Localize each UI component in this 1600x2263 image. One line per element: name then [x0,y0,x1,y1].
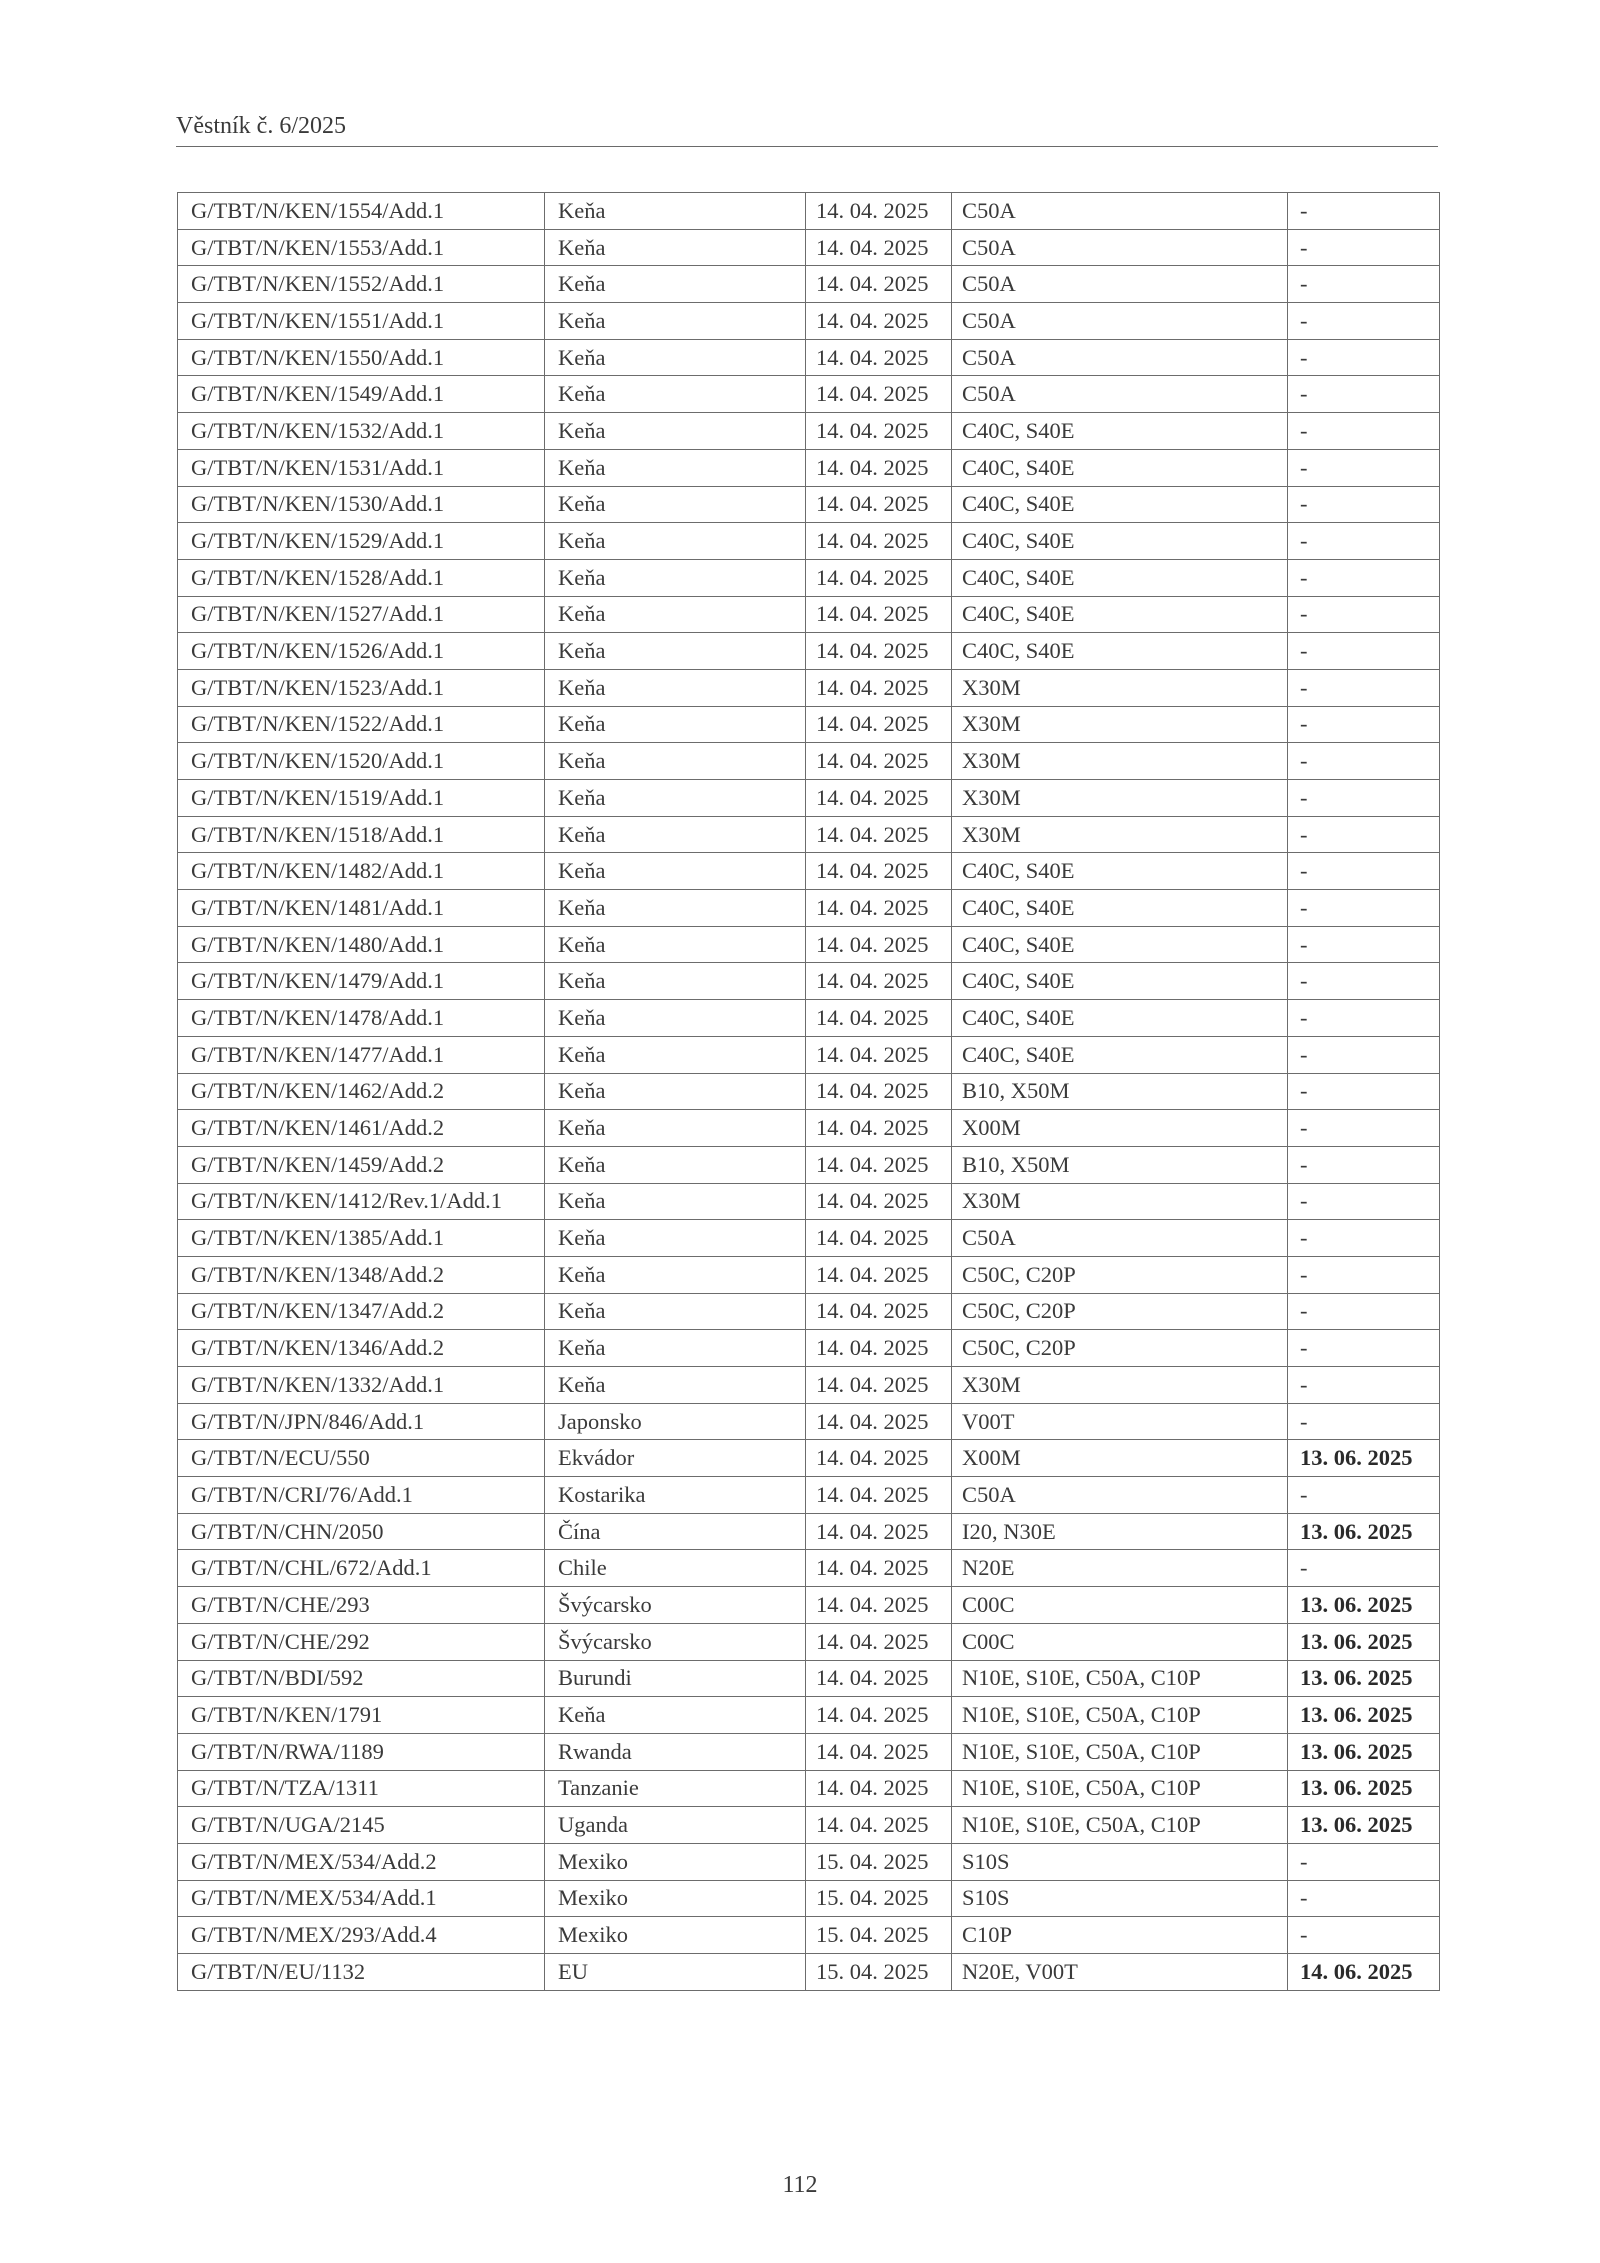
deadline-cell: - [1288,1036,1440,1073]
deadline-cell: - [1288,1477,1440,1514]
codes-cell: C40C, S40E [952,449,1288,486]
country-cell: Keňa [545,780,806,817]
table-row [178,780,1440,817]
notification-ref-cell: G/TBT/N/KEN/1549/Add.1 [178,376,545,413]
codes-cell: N10E, S10E, C50A, C10P [952,1733,1288,1770]
page-number: 112 [782,2172,818,2198]
deadline-cell: - [1288,449,1440,486]
country-cell: Keňa [545,926,806,963]
notification-ref-cell: G/TBT/N/KEN/1462/Add.2 [178,1073,545,1110]
notification-ref-cell: G/TBT/N/CHE/292 [178,1623,545,1660]
country-cell: Ekvádor [545,1440,806,1477]
table-row [178,1697,1440,1734]
country-cell: Keňa [545,669,806,706]
codes-cell: C40C, S40E [952,1036,1288,1073]
notification-ref-cell: G/TBT/N/KEN/1479/Add.1 [178,963,545,1000]
notification-ref-cell: G/TBT/N/KEN/1347/Add.2 [178,1293,545,1330]
date-cell: 15. 04. 2025 [806,1917,952,1954]
date-cell: 14. 04. 2025 [806,413,952,450]
country-cell: Mexiko [545,1880,806,1917]
deadline-cell: - [1288,523,1440,560]
notification-ref-cell: G/TBT/N/KEN/1348/Add.2 [178,1256,545,1293]
deadline-cell: - [1288,229,1440,266]
codes-cell: C00C [952,1587,1288,1624]
country-cell: Keňa [545,816,806,853]
codes-cell: C40C, S40E [952,926,1288,963]
date-cell: 14. 04. 2025 [806,193,952,230]
date-cell: 14. 04. 2025 [806,1733,952,1770]
notification-ref-cell: G/TBT/N/CRI/76/Add.1 [178,1477,545,1514]
table-row [178,1513,1440,1550]
notification-ref-cell: G/TBT/N/KEN/1528/Add.1 [178,559,545,596]
country-cell: Keňa [545,1220,806,1257]
notification-ref-cell: G/TBT/N/RWA/1189 [178,1733,545,1770]
notification-ref-cell: G/TBT/N/KEN/1522/Add.1 [178,706,545,743]
date-cell: 14. 04. 2025 [806,449,952,486]
date-cell: 15. 04. 2025 [806,1880,952,1917]
codes-cell: S10S [952,1843,1288,1880]
codes-cell: C50A [952,266,1288,303]
page-header [176,112,1438,147]
country-cell: Keňa [545,853,806,890]
country-cell: Švýcarsko [545,1587,806,1624]
codes-cell: C40C, S40E [952,413,1288,450]
date-cell: 15. 04. 2025 [806,1954,952,1991]
table-row [178,1146,1440,1183]
table-row [178,1477,1440,1514]
deadline-cell: 13. 06. 2025 [1288,1733,1440,1770]
table-row [178,1220,1440,1257]
country-cell: Keňa [545,1697,806,1734]
notification-ref-cell: G/TBT/N/TZA/1311 [178,1770,545,1807]
table-row [178,1440,1440,1477]
country-cell: Keňa [545,1000,806,1037]
notification-ref-cell: G/TBT/N/KEN/1412/Rev.1/Add.1 [178,1183,545,1220]
country-cell: Keňa [545,1183,806,1220]
notification-ref-cell: G/TBT/N/KEN/1523/Add.1 [178,669,545,706]
deadline-cell: - [1288,193,1440,230]
notification-ref-cell: G/TBT/N/UGA/2145 [178,1807,545,1844]
country-cell: Mexiko [545,1843,806,1880]
codes-cell: X00M [952,1110,1288,1147]
notification-ref-cell: G/TBT/N/KEN/1550/Add.1 [178,339,545,376]
table-row [178,1110,1440,1147]
table-body [178,193,1440,1991]
codes-cell: X30M [952,1183,1288,1220]
deadline-cell: - [1288,669,1440,706]
deadline-cell: - [1288,1146,1440,1183]
date-cell: 14. 04. 2025 [806,1403,952,1440]
notification-ref-cell: G/TBT/N/CHN/2050 [178,1513,545,1550]
country-cell: Keňa [545,559,806,596]
notification-ref-cell: G/TBT/N/CHE/293 [178,1587,545,1624]
date-cell: 14. 04. 2025 [806,339,952,376]
date-cell: 14. 04. 2025 [806,1697,952,1734]
date-cell: 14. 04. 2025 [806,963,952,1000]
table-row [178,339,1440,376]
notification-ref-cell: G/TBT/N/KEN/1481/Add.1 [178,890,545,927]
deadline-cell: - [1288,1403,1440,1440]
country-cell: Švýcarsko [545,1623,806,1660]
date-cell: 14. 04. 2025 [806,890,952,927]
codes-cell: V00T [952,1403,1288,1440]
table-row [178,743,1440,780]
table-row [178,1807,1440,1844]
deadline-cell: - [1288,963,1440,1000]
date-cell: 14. 04. 2025 [806,1587,952,1624]
notification-ref-cell: G/TBT/N/KEN/1477/Add.1 [178,1036,545,1073]
country-cell: Keňa [545,1073,806,1110]
table-row [178,926,1440,963]
notification-ref-cell: G/TBT/N/KEN/1385/Add.1 [178,1220,545,1257]
table-row [178,1073,1440,1110]
notification-ref-cell: G/TBT/N/KEN/1791 [178,1697,545,1734]
table-row [178,890,1440,927]
date-cell: 14. 04. 2025 [806,266,952,303]
notification-ref-cell: G/TBT/N/KEN/1332/Add.1 [178,1367,545,1404]
country-cell: Keňa [545,1146,806,1183]
table-row [178,963,1440,1000]
table-row [178,486,1440,523]
table-row [178,1036,1440,1073]
codes-cell: B10, X50M [952,1073,1288,1110]
date-cell: 14. 04. 2025 [806,376,952,413]
date-cell: 14. 04. 2025 [806,780,952,817]
notification-ref-cell: G/TBT/N/KEN/1527/Add.1 [178,596,545,633]
codes-cell: X30M [952,780,1288,817]
deadline-cell: - [1288,926,1440,963]
codes-cell: C50A [952,193,1288,230]
country-cell: EU [545,1954,806,1991]
date-cell: 14. 04. 2025 [806,1550,952,1587]
deadline-cell: - [1288,816,1440,853]
deadline-cell: 13. 06. 2025 [1288,1440,1440,1477]
country-cell: Uganda [545,1807,806,1844]
codes-cell: C40C, S40E [952,486,1288,523]
date-cell: 14. 04. 2025 [806,596,952,633]
country-cell: Keňa [545,413,806,450]
notification-ref-cell: G/TBT/N/KEN/1554/Add.1 [178,193,545,230]
deadline-cell: - [1288,1550,1440,1587]
deadline-cell: - [1288,853,1440,890]
codes-cell: C50C, C20P [952,1330,1288,1367]
table-row [178,413,1440,450]
notification-ref-cell: G/TBT/N/KEN/1519/Add.1 [178,780,545,817]
country-cell: Keňa [545,229,806,266]
table-row [178,449,1440,486]
notification-ref-cell: G/TBT/N/JPN/846/Add.1 [178,1403,545,1440]
table-row [178,1000,1440,1037]
country-cell: Keňa [545,633,806,670]
table-row [178,303,1440,340]
table-row [178,1660,1440,1697]
codes-cell: C00C [952,1623,1288,1660]
table-row [178,1183,1440,1220]
table-row [178,559,1440,596]
deadline-cell: - [1288,1110,1440,1147]
deadline-cell: - [1288,1256,1440,1293]
date-cell: 14. 04. 2025 [806,1770,952,1807]
country-cell: Keňa [545,486,806,523]
codes-cell: S10S [952,1880,1288,1917]
deadline-cell: - [1288,706,1440,743]
deadline-cell: - [1288,743,1440,780]
notification-ref-cell: G/TBT/N/KEN/1529/Add.1 [178,523,545,560]
codes-cell: B10, X50M [952,1146,1288,1183]
table-row [178,1623,1440,1660]
notification-ref-cell: G/TBT/N/MEX/534/Add.2 [178,1843,545,1880]
notification-ref-cell: G/TBT/N/MEX/534/Add.1 [178,1880,545,1917]
codes-cell: X30M [952,816,1288,853]
codes-cell: N10E, S10E, C50A, C10P [952,1660,1288,1697]
table-row [178,596,1440,633]
date-cell: 14. 04. 2025 [806,633,952,670]
date-cell: 14. 04. 2025 [806,1256,952,1293]
table-row [178,1550,1440,1587]
table-row [178,1954,1440,1991]
deadline-cell: - [1288,303,1440,340]
deadline-cell: - [1288,596,1440,633]
date-cell: 14. 04. 2025 [806,1293,952,1330]
country-cell: Keňa [545,743,806,780]
country-cell: Rwanda [545,1733,806,1770]
codes-cell: C50A [952,229,1288,266]
deadline-cell: - [1288,1330,1440,1367]
deadline-cell: - [1288,413,1440,450]
deadline-cell: - [1288,266,1440,303]
date-cell: 14. 04. 2025 [806,486,952,523]
codes-cell: C40C, S40E [952,523,1288,560]
date-cell: 14. 04. 2025 [806,706,952,743]
bulletin-title: Věstník č. 6/2025 [176,113,346,139]
country-cell: Keňa [545,596,806,633]
deadline-cell: - [1288,1367,1440,1404]
deadline-cell: - [1288,1293,1440,1330]
country-cell: Keňa [545,1110,806,1147]
table-row [178,376,1440,413]
codes-cell: N10E, S10E, C50A, C10P [952,1697,1288,1734]
notification-ref-cell: G/TBT/N/KEN/1530/Add.1 [178,486,545,523]
date-cell: 14. 04. 2025 [806,1330,952,1367]
deadline-cell: - [1288,339,1440,376]
date-cell: 14. 04. 2025 [806,816,952,853]
country-cell: Keňa [545,339,806,376]
date-cell: 14. 04. 2025 [806,853,952,890]
table-row [178,853,1440,890]
date-cell: 14. 04. 2025 [806,1146,952,1183]
table-row [178,1917,1440,1954]
deadline-cell: - [1288,1220,1440,1257]
notifications-table [177,192,1440,1991]
table-row [178,1293,1440,1330]
notification-ref-cell: G/TBT/N/KEN/1532/Add.1 [178,413,545,450]
country-cell: Keňa [545,1330,806,1367]
deadline-cell: - [1288,1843,1440,1880]
country-cell: Čína [545,1513,806,1550]
date-cell: 14. 04. 2025 [806,559,952,596]
date-cell: 14. 04. 2025 [806,1220,952,1257]
notification-ref-cell: G/TBT/N/MEX/293/Add.4 [178,1917,545,1954]
date-cell: 14. 04. 2025 [806,1807,952,1844]
date-cell: 14. 04. 2025 [806,1183,952,1220]
deadline-cell: - [1288,376,1440,413]
deadline-cell: - [1288,780,1440,817]
country-cell: Keňa [545,706,806,743]
codes-cell: C40C, S40E [952,559,1288,596]
country-cell: Keňa [545,1367,806,1404]
codes-cell: C50C, C20P [952,1293,1288,1330]
date-cell: 14. 04. 2025 [806,303,952,340]
notification-ref-cell: G/TBT/N/CHL/672/Add.1 [178,1550,545,1587]
country-cell: Tanzanie [545,1770,806,1807]
table-row [178,1256,1440,1293]
table-row [178,1843,1440,1880]
notification-ref-cell: G/TBT/N/KEN/1478/Add.1 [178,1000,545,1037]
codes-cell: I20, N30E [952,1513,1288,1550]
table-row [178,1330,1440,1367]
codes-cell: C50A [952,376,1288,413]
table-row [178,193,1440,230]
deadline-cell: - [1288,633,1440,670]
deadline-cell: 14. 06. 2025 [1288,1954,1440,1991]
table-row [178,523,1440,560]
country-cell: Keňa [545,449,806,486]
country-cell: Keňa [545,1256,806,1293]
codes-cell: C40C, S40E [952,890,1288,927]
country-cell: Keňa [545,963,806,1000]
codes-cell: C40C, S40E [952,963,1288,1000]
country-cell: Keňa [545,1036,806,1073]
codes-cell: C50A [952,339,1288,376]
codes-cell: X30M [952,743,1288,780]
date-cell: 14. 04. 2025 [806,1513,952,1550]
table-row [178,266,1440,303]
codes-cell: N20E, V00T [952,1954,1288,1991]
notification-ref-cell: G/TBT/N/BDI/592 [178,1660,545,1697]
notification-ref-cell: G/TBT/N/ECU/550 [178,1440,545,1477]
date-cell: 14. 04. 2025 [806,523,952,560]
codes-cell: C40C, S40E [952,1000,1288,1037]
date-cell: 14. 04. 2025 [806,1110,952,1147]
table-row [178,633,1440,670]
date-cell: 14. 04. 2025 [806,743,952,780]
deadline-cell: 13. 06. 2025 [1288,1770,1440,1807]
date-cell: 14. 04. 2025 [806,1477,952,1514]
date-cell: 14. 04. 2025 [806,926,952,963]
notification-ref-cell: G/TBT/N/KEN/1461/Add.2 [178,1110,545,1147]
country-cell: Keňa [545,266,806,303]
codes-cell: X30M [952,669,1288,706]
date-cell: 14. 04. 2025 [806,229,952,266]
deadline-cell: 13. 06. 2025 [1288,1513,1440,1550]
codes-cell: C40C, S40E [952,853,1288,890]
country-cell: Keňa [545,376,806,413]
table-row [178,1770,1440,1807]
notification-ref-cell: G/TBT/N/KEN/1480/Add.1 [178,926,545,963]
date-cell: 14. 04. 2025 [806,1623,952,1660]
country-cell: Keňa [545,303,806,340]
date-cell: 14. 04. 2025 [806,1440,952,1477]
date-cell: 14. 04. 2025 [806,1367,952,1404]
notification-ref-cell: G/TBT/N/KEN/1551/Add.1 [178,303,545,340]
notification-ref-cell: G/TBT/N/KEN/1518/Add.1 [178,816,545,853]
table-row [178,229,1440,266]
notification-ref-cell: G/TBT/N/KEN/1482/Add.1 [178,853,545,890]
deadline-cell: - [1288,486,1440,523]
deadline-cell: 13. 06. 2025 [1288,1623,1440,1660]
notification-ref-cell: G/TBT/N/KEN/1552/Add.1 [178,266,545,303]
codes-cell: N10E, S10E, C50A, C10P [952,1770,1288,1807]
table-row [178,1587,1440,1624]
country-cell: Keňa [545,890,806,927]
date-cell: 14. 04. 2025 [806,1000,952,1037]
deadline-cell: 13. 06. 2025 [1288,1660,1440,1697]
deadline-cell: 13. 06. 2025 [1288,1807,1440,1844]
date-cell: 14. 04. 2025 [806,1036,952,1073]
table-row [178,1733,1440,1770]
codes-cell: C50C, C20P [952,1256,1288,1293]
deadline-cell: - [1288,1073,1440,1110]
deadline-cell: - [1288,890,1440,927]
notification-ref-cell: G/TBT/N/KEN/1526/Add.1 [178,633,545,670]
deadline-cell: 13. 06. 2025 [1288,1697,1440,1734]
codes-cell: C50A [952,303,1288,340]
deadline-cell: - [1288,1880,1440,1917]
codes-cell: X30M [952,706,1288,743]
codes-cell: N20E [952,1550,1288,1587]
country-cell: Mexiko [545,1917,806,1954]
country-cell: Kostarika [545,1477,806,1514]
country-cell: Keňa [545,523,806,560]
deadline-cell: - [1288,1000,1440,1037]
notification-ref-cell: G/TBT/N/EU/1132 [178,1954,545,1991]
country-cell: Keňa [545,1293,806,1330]
codes-cell: C50A [952,1477,1288,1514]
codes-cell: C40C, S40E [952,633,1288,670]
date-cell: 15. 04. 2025 [806,1843,952,1880]
table-row [178,1880,1440,1917]
country-cell: Keňa [545,193,806,230]
date-cell: 14. 04. 2025 [806,1073,952,1110]
table-row [178,1367,1440,1404]
country-cell: Burundi [545,1660,806,1697]
deadline-cell: - [1288,559,1440,596]
table-row [178,816,1440,853]
deadline-cell: - [1288,1917,1440,1954]
country-cell: Japonsko [545,1403,806,1440]
notification-ref-cell: G/TBT/N/KEN/1520/Add.1 [178,743,545,780]
codes-cell: C50A [952,1220,1288,1257]
date-cell: 14. 04. 2025 [806,1660,952,1697]
deadline-cell: 13. 06. 2025 [1288,1587,1440,1624]
codes-cell: C40C, S40E [952,596,1288,633]
codes-cell: X30M [952,1367,1288,1404]
notification-ref-cell: G/TBT/N/KEN/1553/Add.1 [178,229,545,266]
codes-cell: N10E, S10E, C50A, C10P [952,1807,1288,1844]
notification-ref-cell: G/TBT/N/KEN/1459/Add.2 [178,1146,545,1183]
table-row [178,1403,1440,1440]
date-cell: 14. 04. 2025 [806,669,952,706]
codes-cell: C10P [952,1917,1288,1954]
codes-cell: X00M [952,1440,1288,1477]
country-cell: Chile [545,1550,806,1587]
notification-ref-cell: G/TBT/N/KEN/1531/Add.1 [178,449,545,486]
notification-ref-cell: G/TBT/N/KEN/1346/Add.2 [178,1330,545,1367]
table-row [178,669,1440,706]
table-row [178,706,1440,743]
deadline-cell: - [1288,1183,1440,1220]
